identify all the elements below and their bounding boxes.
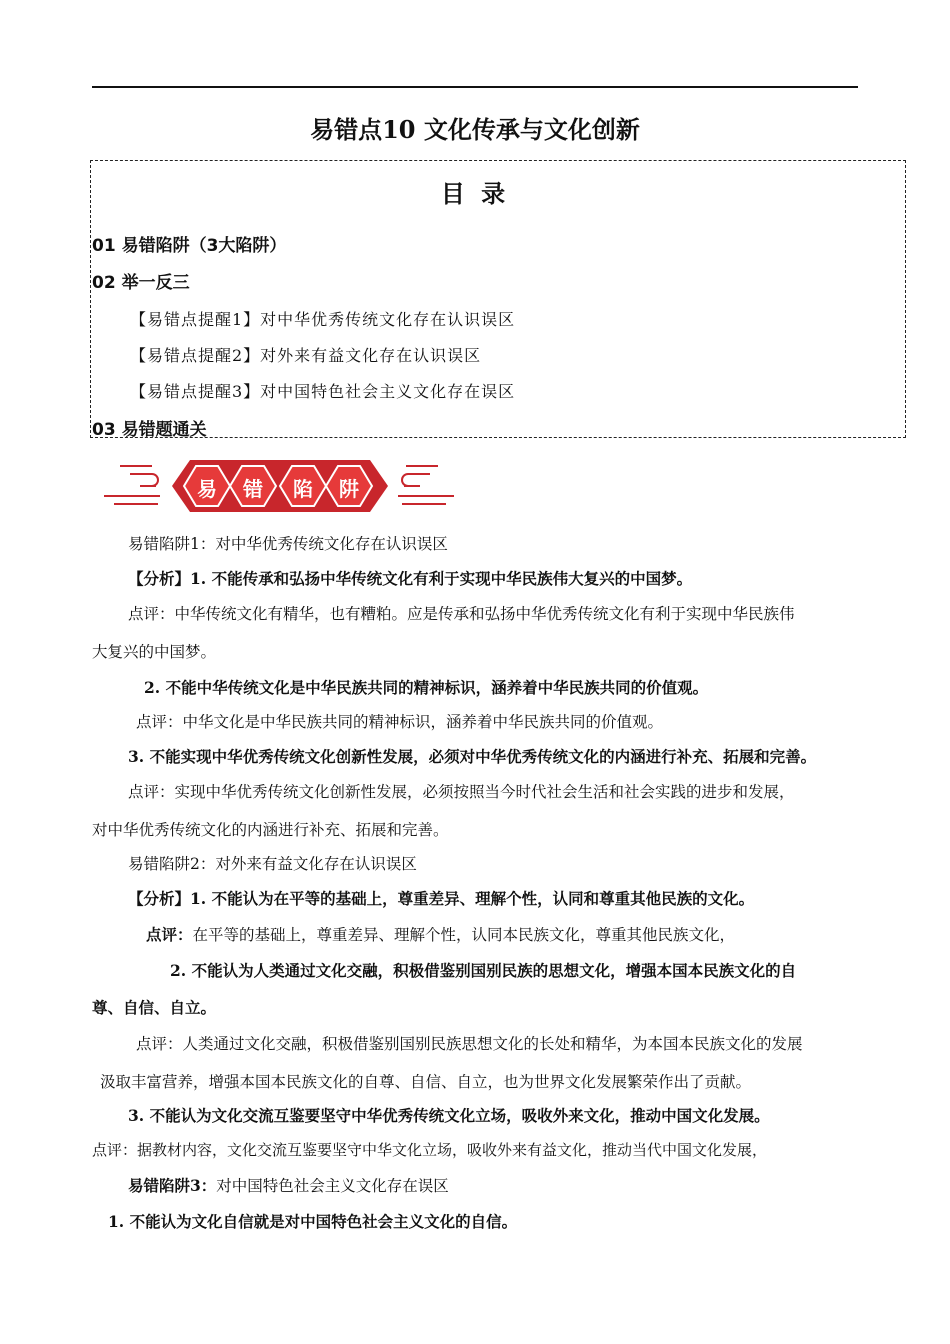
toc-item-3: 【易错点提醒3】对中国特色社会主义文化存在误区 xyxy=(130,382,516,401)
trap1-title: 易错陷阱1：对中华优秀传统文化存在认识误区 xyxy=(128,535,448,553)
toc-section-1: 01 易错陷阱（3大陷阱） xyxy=(92,236,287,256)
toc-item-1: 【易错点提醒1】对中华优秀传统文化存在认识误区 xyxy=(130,310,516,329)
trap3-analysis-1: 1. 不能认为文化自信就是对中国特色社会主义文化的自信。 xyxy=(108,1212,518,1231)
banner-char-4: 阱 xyxy=(339,477,359,501)
trap1-analysis-2: 2. 不能中华传统文化是中华民族共同的精神标识，涵养着中华民族共同的价值观。 xyxy=(144,678,709,697)
trap2-comment-1-label: 点评： xyxy=(146,925,193,944)
banner-char-3: 陷 xyxy=(293,477,313,501)
page-title: 易错点10 文化传承与文化创新 xyxy=(310,115,640,144)
trap2-analysis-2-line-1: 2. 不能认为人类通过文化交融，积极借鉴别国别民族的思想文化，增强本国本民族文化的自 xyxy=(170,961,797,980)
trap1-analysis-3: 3. 不能实现中华优秀传统文化创新性发展，必须对中华优秀传统文化的内涵进行补充、拓展和完善。 xyxy=(128,747,817,766)
trap2-analysis-1: 【分析】1. 不能认为在平等的基础上，尊重差异、理解个性，认同和尊重其他民族的文化。 xyxy=(128,889,755,908)
trap2-comment-1 xyxy=(146,924,735,946)
trap3-title-text: 对中国特色社会主义文化存在误区 xyxy=(216,1177,449,1195)
trap2-comment-3: 点评：据教材内容，文化交流互鉴要坚守中华文化立场，吸收外来有益文化，推动当代中国文化发展， xyxy=(92,1141,768,1159)
trap1-comment-1-line-2: 大复兴的中国梦。 xyxy=(92,643,217,661)
trap1-comment-2: 点评：中华文化是中华民族共同的精神标识，涵养着中华民族共同的价值观。 xyxy=(136,713,664,731)
trap1-analysis-1: 【分析】1. 不能传承和弘扬中华传统文化有利于实现中华民族伟大复兴的中国梦。 xyxy=(128,569,693,588)
banner-char-2: 错 xyxy=(243,477,263,501)
toc-section-2: 02 举一反三 xyxy=(92,273,190,293)
trap2-title: 易错陷阱2：对外来有益文化存在认识误区 xyxy=(128,855,417,873)
trap2-analysis-2-line-2: 尊、自信、自立。 xyxy=(92,998,217,1017)
toc-heading: 目 录 xyxy=(440,180,510,208)
toc-section-3: 03 易错题通关 xyxy=(92,420,207,440)
toc-item-2: 【易错点提醒2】对外来有益文化存在认识误区 xyxy=(130,346,482,365)
trap2-comment-1-text: 在平等的基础上，尊重差异、理解个性，认同本民族文化，尊重其他民族文化， xyxy=(192,926,736,944)
trap1-comment-1-line-1: 点评：中华传统文化有精华，也有糟粕。应是传承和弘扬中华优秀传统文化有利于实现中华民族伟 xyxy=(128,605,795,623)
trap2-comment-2-line-2: 汲取丰富营养，增强本国本民族文化的自尊、自信、自立，也为世界文化发展繁荣作出了贡献。 xyxy=(100,1073,752,1091)
section-banner xyxy=(100,452,460,522)
trap1-comment-3-line-1: 点评：实现中华优秀传统文化创新性发展，必须按照当今时代社会生活和社会实践的进步和发展， xyxy=(128,783,795,801)
banner-ornament-icon xyxy=(100,452,460,522)
banner-char-1: 易 xyxy=(197,477,217,501)
trap2-analysis-3: 3. 不能认为文化交流互鉴要坚守中华优秀传统文化立场，吸收外来文化，推动中国文化发展。 xyxy=(128,1106,770,1125)
trap3-title-label: 易错陷阱3： xyxy=(128,1176,217,1195)
header-rule xyxy=(92,86,858,88)
trap1-comment-3-line-2: 对中华优秀传统文化的内涵进行补充、拓展和完善。 xyxy=(92,821,449,839)
trap3-title xyxy=(128,1175,449,1197)
trap2-comment-2-line-1: 点评：人类通过文化交融，积极借鉴别国别民族思想文化的长处和精华，为本国本民族文化的发展 xyxy=(136,1035,803,1053)
